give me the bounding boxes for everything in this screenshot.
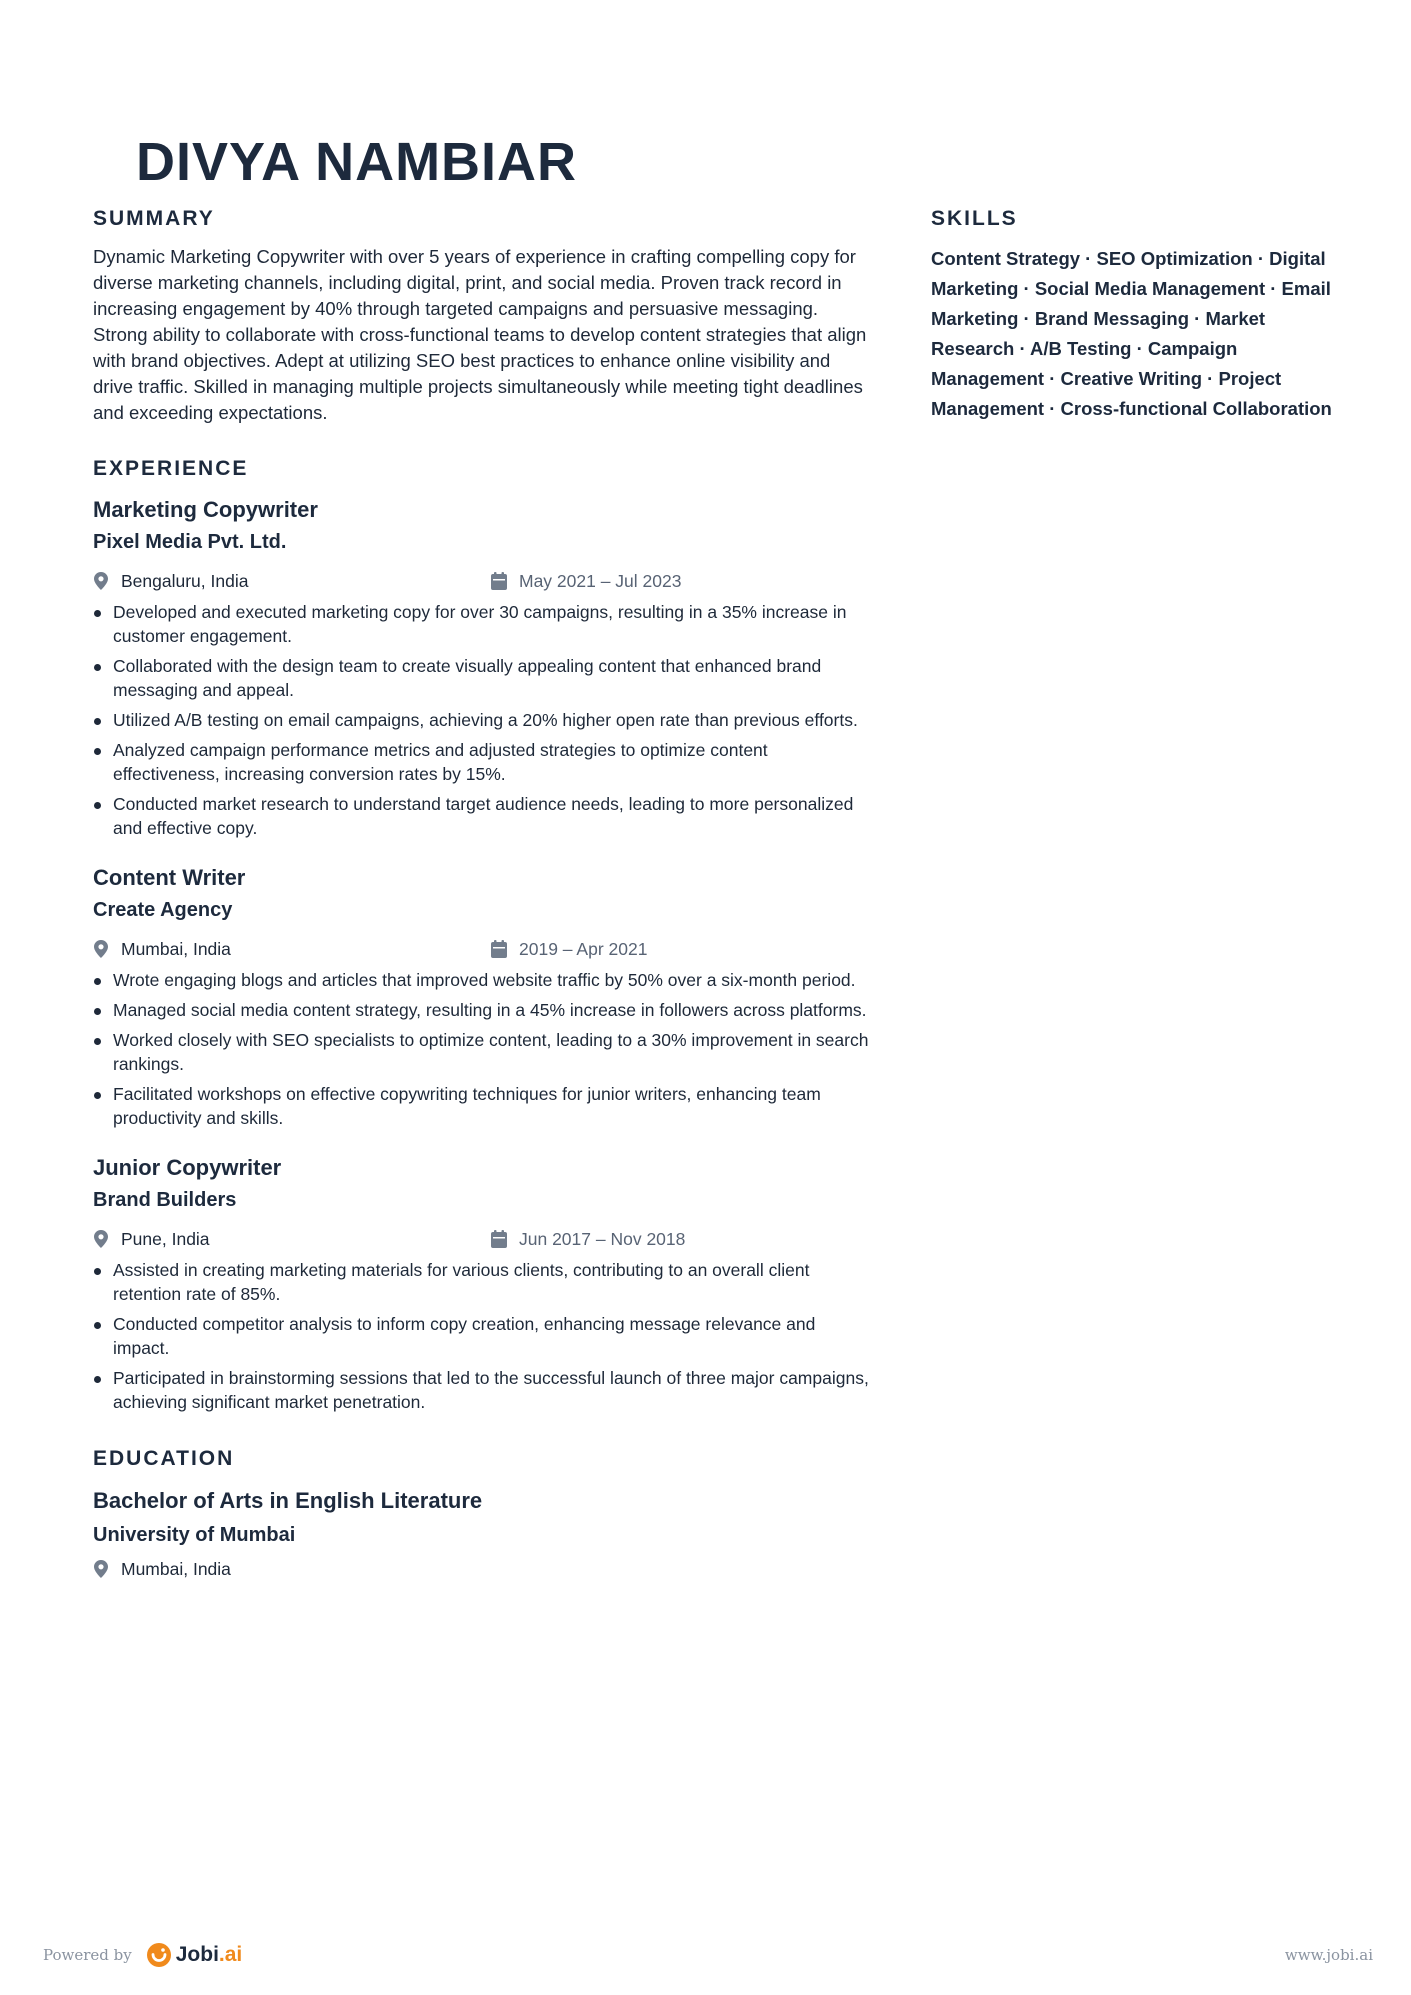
education-location-text: Mumbai, India	[121, 1559, 231, 1579]
jobi-logo-text	[176, 1943, 243, 1967]
education-degree: Bachelor of Arts in English Literature	[93, 1488, 483, 1513]
map-pin-icon	[93, 1560, 109, 1578]
job-location	[93, 1224, 210, 1254]
job-title: Content Writer	[93, 865, 246, 890]
calendar-icon	[491, 940, 507, 958]
job-company: Pixel Media Pvt. Ltd.	[93, 531, 287, 553]
job-dates	[491, 1224, 685, 1254]
job-dates	[491, 934, 647, 964]
summary-text: Dynamic Marketing Copywriter with over 5 years of experience in crafting compelling copy for diverse marketing channels, including digital, print, and social media. Proven track record in increasing engagement by 40% through targeted campaigns and persuasive messaging. Strong ability to collaborate with cross-functional teams to develop content strategies that align with brand objectives. Adept at utilizing SEO best practices to enhance online visibility and drive traffic. Skilled in managing multiple projects simultaneously while meeting tight deadlines and exceeding expectations.	[93, 246, 867, 423]
candidate-name: DIVYA NAMBIAR	[136, 132, 578, 192]
job-dates	[491, 566, 681, 596]
job-bullet: Assisted in creating marketing materials for various clients, contributing to an overall client retention rate of 85%.	[93, 1258, 873, 1306]
job-bullet: Analyzed campaign performance metrics and adjusted strategies to optimize content effectiveness, increasing conversion rates by 15%.	[93, 738, 873, 786]
job-bullets	[93, 600, 873, 840]
summary-heading: SUMMARY	[93, 207, 215, 230]
job-dates-text: May 2021 – Jul 2023	[519, 571, 682, 591]
powered-by-label: Powered by	[43, 1946, 132, 1964]
job-bullet: Managed social media content strategy, resulting in a 45% increase in followers across platforms.	[93, 998, 873, 1022]
experience-heading: EXPERIENCE	[93, 457, 249, 480]
job-location	[93, 934, 231, 964]
job-company: Create Agency	[93, 899, 233, 921]
skills-section	[931, 204, 1341, 424]
job-bullet: Participated in brainstorming sessions that led to the successful launch of three major campaigns, achieving significant market penetration.	[93, 1366, 873, 1414]
calendar-icon	[491, 1230, 507, 1248]
job-bullet: Conducted competitor analysis to inform copy creation, enhancing message relevance and impact.	[93, 1312, 873, 1360]
job-bullet: Worked closely with SEO specialists to optimize content, leading to a 30% improvement in search rankings.	[93, 1028, 873, 1076]
side-column	[931, 204, 1341, 424]
job-meta	[93, 934, 873, 964]
skills-list: Content Strategy · SEO Optimization · Digital Marketing · Social Media Management · Email Marketing · Brand Messaging · Market Research · A/B Testing · Campaign Management · Creative Writing · Project Management · Cross-functional Collaboration	[931, 248, 1332, 419]
job-location	[93, 566, 248, 596]
education-heading: EDUCATION	[93, 1447, 235, 1470]
map-pin-icon	[93, 940, 109, 958]
footer-branding	[43, 1938, 242, 1972]
summary-section	[93, 204, 873, 426]
job-bullet: Utilized A/B testing on email campaigns, achieving a 20% higher open rate than previous efforts.	[93, 708, 873, 732]
job-company: Brand Builders	[93, 1189, 237, 1211]
job-bullet: Conducted market research to understand target audience needs, leading to more personalized and effective copy.	[93, 792, 873, 840]
job-bullets	[93, 1258, 873, 1414]
job-bullets	[93, 968, 873, 1130]
job-entry	[93, 494, 873, 840]
main-column	[93, 204, 873, 1584]
job-location-text: Mumbai, India	[121, 939, 231, 959]
calendar-icon	[491, 572, 507, 590]
experience-section	[93, 454, 873, 1414]
footer-website-link[interactable]: www.jobi.ai	[1284, 1946, 1373, 1964]
education-school: University of Mumbai	[93, 1524, 296, 1546]
job-bullet: Collaborated with the design team to create visually appealing content that enhanced brand messaging and appeal.	[93, 654, 873, 702]
map-pin-icon	[93, 572, 109, 590]
education-location	[93, 1554, 231, 1584]
job-location-text: Bengaluru, India	[121, 571, 249, 591]
job-bullet: Wrote engaging blogs and articles that improved website traffic by 50% over a six-month period.	[93, 968, 873, 992]
job-meta	[93, 566, 873, 596]
job-meta	[93, 1224, 873, 1254]
logo-suffix-text: .ai	[218, 1943, 243, 1966]
education-meta	[93, 1554, 873, 1584]
job-entry	[93, 862, 873, 1130]
jobi-logo[interactable]	[146, 1942, 243, 1968]
logo-main-text: Jobi	[175, 1943, 219, 1966]
job-bullet: Facilitated workshops on effective copywriting techniques for junior writers, enhancing team productivity and skills.	[93, 1082, 873, 1130]
job-dates-text: Jun 2017 – Nov 2018	[519, 1229, 686, 1249]
jobi-logo-icon	[146, 1942, 172, 1968]
job-title: Marketing Copywriter	[93, 497, 318, 522]
job-title: Junior Copywriter	[93, 1155, 282, 1180]
job-location-text: Pune, India	[121, 1229, 210, 1249]
job-dates-text: 2019 – Apr 2021	[519, 939, 648, 959]
job-bullet: Developed and executed marketing copy for over 30 campaigns, resulting in a 35% increase in customer engagement.	[93, 600, 873, 648]
skills-heading: SKILLS	[931, 207, 1018, 230]
education-section	[93, 1444, 873, 1584]
map-pin-icon	[93, 1230, 109, 1248]
job-entry	[93, 1152, 873, 1414]
